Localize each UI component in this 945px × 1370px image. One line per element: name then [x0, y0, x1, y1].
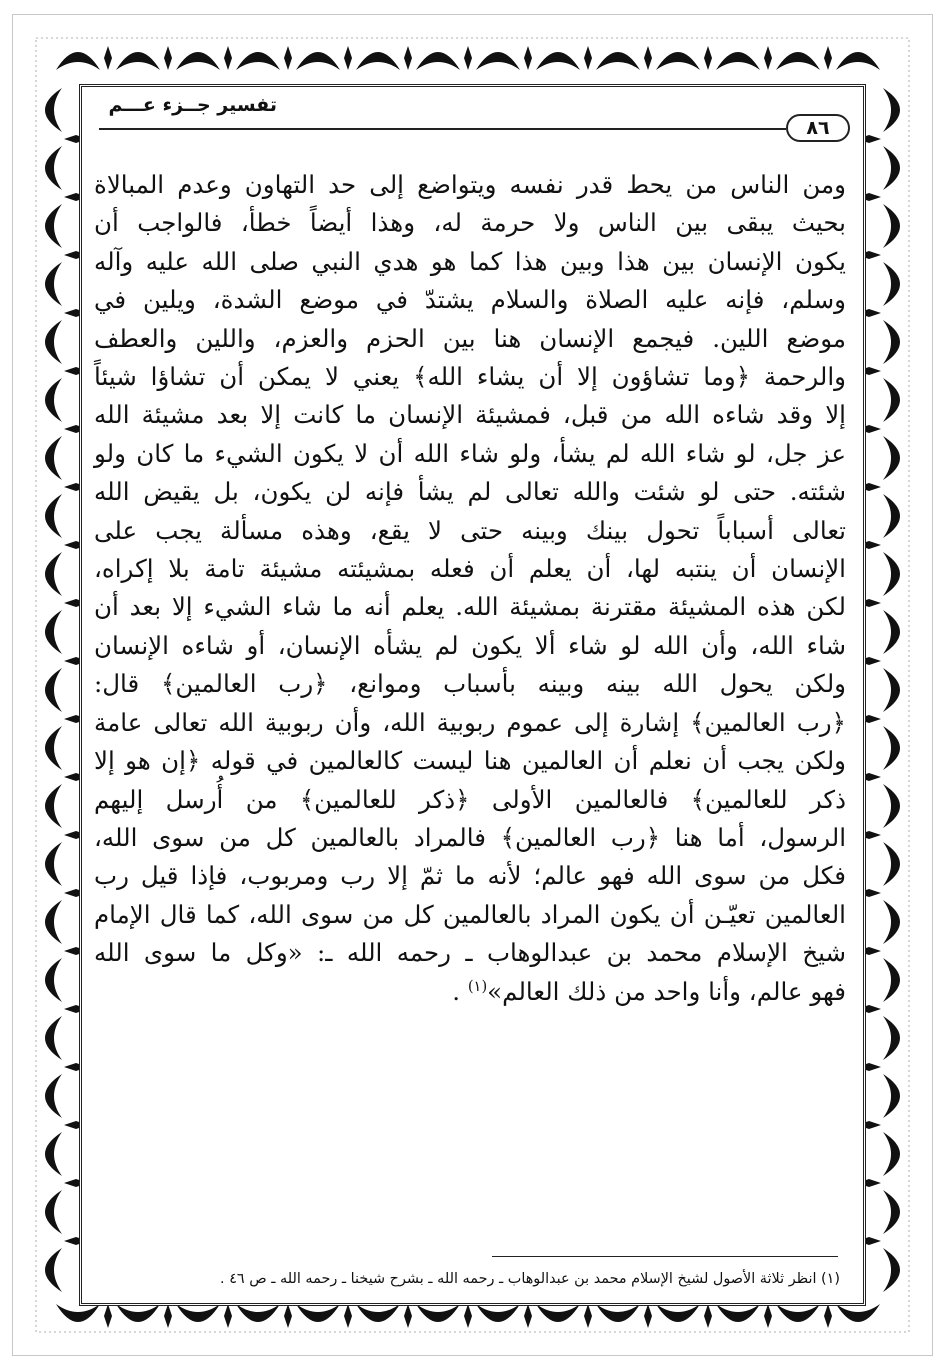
body-line-3: يكون الإنسان بين هذا وبين هذا كما هو هدي النبي صلى الله عليه وآله	[94, 246, 846, 276]
body-line-11: الإنسان أن ينتبه لها، أن يعلم أن فعله بمشيئته مشيئة تامة بلا إكراه،	[94, 554, 846, 584]
footnote-marker[interactable]: (١)	[467, 977, 488, 995]
body-line-2: بحيث يبقى بين الناس ولا حرمة له، وهذا أيضاً خطأ، فالواجب أن	[94, 208, 846, 238]
body-line-7: إلا وقد شاءه الله من قبل، فمشيئة الإنسان ما كانت إلا بعد مشيئة الله	[94, 400, 846, 430]
body-line-16: ولكن يجب أن نعلم أن العالمين هنا ليست كالعالمين في قوله ﴿إن هو إلا	[94, 746, 846, 776]
body-line-22-text: فهو عالم، وأنا واحد من ذلك العالم»	[487, 976, 846, 1006]
footnote: (١) انظر ثلاثة الأصول لشيخ الإسلام محمد بن عبدالوهاب ـ رحمه الله ـ بشرح شيخنا ـ رحمه الله ـ ص ٤٦ .	[220, 1271, 840, 1287]
body-line-17: ذكر للعالمين﴾ فالعالمين الأولى ﴿ذكر للعالمين﴾ من أُرسل إليهم	[94, 784, 846, 814]
body-line-21: شيخ الإسلام محمد بن عبدالوهاب ـ رحمه الله ـ: «وكل ما سوى الله	[94, 938, 846, 968]
header-rule	[99, 128, 786, 130]
body-line-22-end: .	[452, 976, 468, 1006]
body-line-14: ولكن يحول الله بينه وبينه بأسباب وموانع، ﴿رب العالمين﴾ قال:	[94, 669, 846, 699]
page-header	[79, 92, 866, 150]
body-line-13: شاء الله، وأن الله لو شاء ألا يكون لم يشأه الإنسان، أو شاءه الإنسان	[94, 630, 846, 660]
running-title: تفسير جــزء عـــم	[108, 94, 277, 116]
body-line-4: وسلم، فإنه عليه الصلاة والسلام يشتدّ في موضع الشدة، ويلين في	[94, 285, 846, 315]
body-line-6: والرحمة ﴿وما تشاؤون إلا أن يشاء الله﴾ يعني لا يمكن أن تشاؤا شيئاً	[94, 362, 846, 392]
body-line-12: لكن هذه المشيئة مقترنة بمشيئة الله. يعلم أنه ما شاء الشيء إلا بعد أن	[94, 592, 846, 622]
body-line-9: شئته. حتى لو شئت والله تعالى لم يشأ فإنه لن يكون، بل يقيض الله	[94, 477, 846, 507]
body-line-15: ﴿رب العالمين﴾ إشارة إلى عموم ربوبية الله، وأن ربوبية الله تعالى عامة	[94, 707, 846, 737]
page-number: ٨٦	[786, 114, 850, 142]
body-line-1: ومن الناس من يحط قدر نفسه ويتواضع إلى حد التهاون وعدم المبالاة	[94, 170, 846, 199]
body-text	[94, 166, 846, 1011]
body-line-10: تعالى أسباباً تحول بينك وبينه حتى لا يقع، وهذه مسألة يجب على	[94, 515, 846, 545]
body-line-18: الرسول، أما هنا ﴿رب العالمين﴾ فالمراد بالعالمين كل من سوى الله،	[94, 822, 846, 852]
footnote-rule	[492, 1256, 838, 1257]
body-line-5: موضع اللين. فيجمع الإنسان هنا بين الحزم والعزم، واللين والعطف	[94, 323, 846, 353]
body-line-19: فكل من سوى الله فهو عالم؛ لأنه ما ثمّ إلا رب ومربوب، فإذا قيل رب	[94, 861, 846, 891]
body-line-22	[94, 973, 846, 1011]
body-line-8: عز جل، لو شاء الله لم يشأ، ولو شاء الله أن لا يكون الشيء ما كان ولو	[94, 438, 846, 468]
body-line-20: العالمين تعيّـن أن يكون المراد بالعالمين كل من سوى الله، كما قال الإمام	[94, 899, 846, 929]
